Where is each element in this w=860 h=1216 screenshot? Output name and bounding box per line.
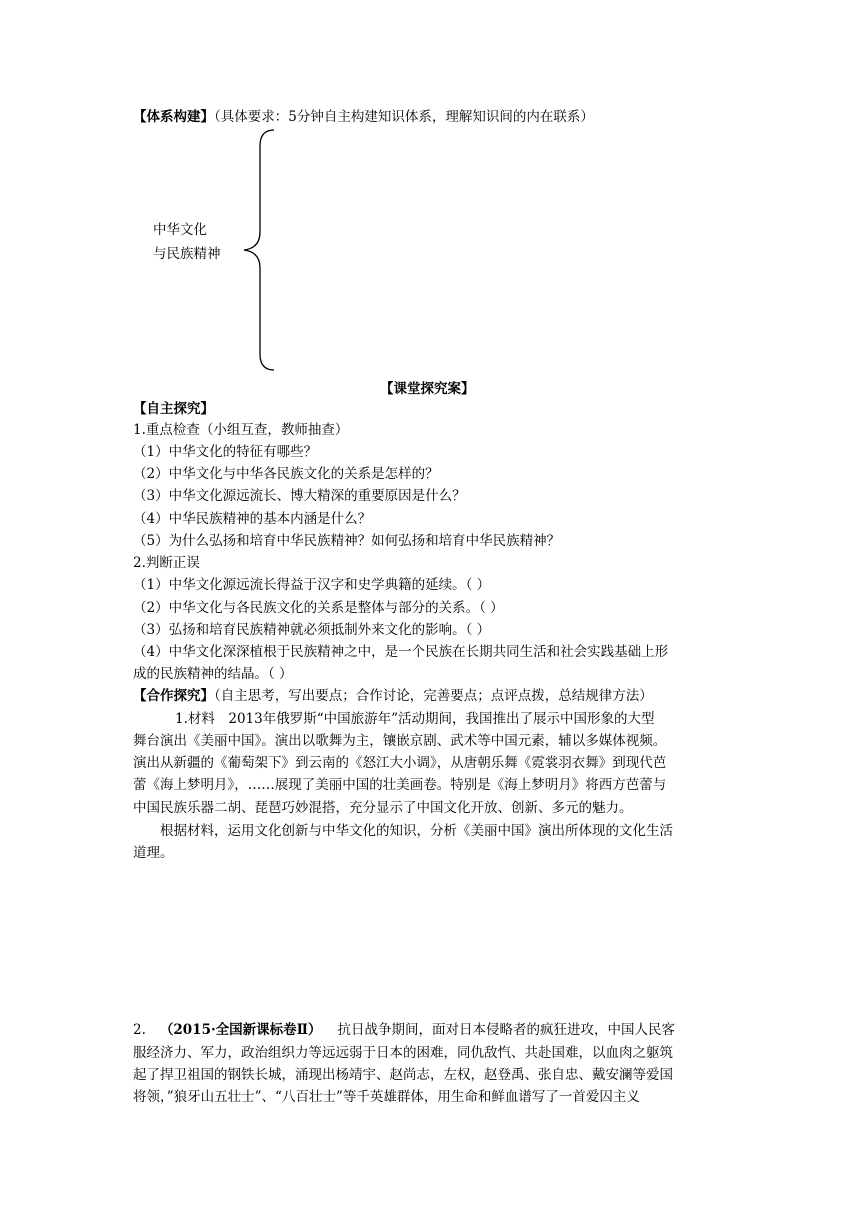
- item2-statement: （1）中华文化源远流长得益于汉字和史学典籍的延续。（ ）: [133, 577, 491, 593]
- cooperative-line: [133, 685, 653, 707]
- question2-line: 起了捍卫祖国的钢铁长城，涌现出杨靖宇、赵尚志，左权，赵登禹、张自忠、戴安澜等爱国: [133, 1067, 673, 1083]
- question2-line: 服经济力、军力，政治组织力等远远弱于日本的困难，同仇敌忾、共赴国难，以血肉之躯筑: [133, 1045, 673, 1061]
- curly-brace-icon: [240, 128, 280, 372]
- system-heading: 【体系构建】: [133, 109, 214, 125]
- material-line: 舞台演出《美丽中国》。演出以歌舞为主，镶嵌京剧、武术等中国元素，辅以多媒体视频。: [133, 733, 667, 749]
- material-line: 中国民族乐器二胡、琵琶巧妙混搭，充分显示了中国文化开放、创新、多元的魅力。: [133, 800, 633, 816]
- item2-statement: （3）弘扬和培育民族精神就必须抵制外来文化的影响。（ ）: [133, 622, 491, 638]
- cooperative-instruction: （自主思考，写出要点；合作讨论，完善要点；点评点拨，总结规律方法）: [214, 688, 653, 704]
- diagram-label-line1: 中华文化: [153, 222, 207, 238]
- item1-question: （3）中华文化源远流长、博大精深的重要原因是什么？: [133, 488, 466, 504]
- diagram-label-line2: 与民族精神: [153, 246, 221, 262]
- item1-question: （2）中华文化与中华各民族文化的关系是怎样的？: [133, 466, 439, 482]
- item1-question: （4）中华民族精神的基本内涵是什么？: [133, 511, 372, 527]
- task-line: 道理。: [133, 845, 174, 861]
- question2-text: 抗日战争期间，面对日本侵略者的疯狂进攻，中国人民客: [337, 1022, 676, 1038]
- system-requirement: （具体要求：5分钟自主构建知识体系，理解知识间的内在联系）: [214, 109, 594, 125]
- item2-statement: （2）中华文化与各民族文化的关系是整体与部分的关系。（ ）: [133, 600, 504, 616]
- question2-line: 将领，”狼牙山五壮士”、“八百壮士”等千英雄群体，用生命和鲜血谱写了一首爱囚主义: [133, 1089, 640, 1105]
- material-line: 1.材料 2013年俄罗斯“中国旅游年”活动期间，我国推出了展示中国形象的大型: [175, 711, 655, 727]
- material-line: 演出从新疆的《葡萄架下》到云南的《怒江大小调》，从唐朝乐舞《霓裳羽衣舞》到现代芭: [133, 755, 667, 771]
- item2-statement: 成的民族精神的结晶。（ ）: [133, 666, 293, 682]
- item1-question: （1）中华文化的特征有哪些？: [133, 444, 318, 460]
- item2-statement: （4）中华文化深深植根于民族精神之中，是一个民族在长期共同生活和社会实践基础上形: [133, 644, 669, 660]
- question2-source: （2015·全国新课标卷Ⅱ）: [159, 1022, 322, 1038]
- question2-first-line: [133, 1019, 675, 1041]
- classroom-title: 【课堂探究案】: [380, 381, 475, 397]
- item1-question: （5）为什么弘扬和培育中华民族精神？如何弘扬和培育中华民族精神？: [133, 533, 561, 549]
- self-study-heading: 【自主探究】: [133, 401, 214, 417]
- item1-title: 1.重点检查（小组互查，教师抽查）: [133, 422, 349, 438]
- item2-title: 2.判断正误: [133, 555, 200, 571]
- cooperative-heading: 【合作探究】: [133, 688, 214, 704]
- material-line: 蕾《海上梦明月》，……展现了美丽中国的壮美画卷。特别是《海上梦明月》将西方芭蕾与: [133, 777, 667, 793]
- system-construction-line: [133, 106, 594, 128]
- question2-number: 2.: [133, 1022, 146, 1038]
- task-line: 根据材料，运用文化创新与中华文化的知识，分析《美丽中国》演出所体现的文化生活: [160, 823, 673, 839]
